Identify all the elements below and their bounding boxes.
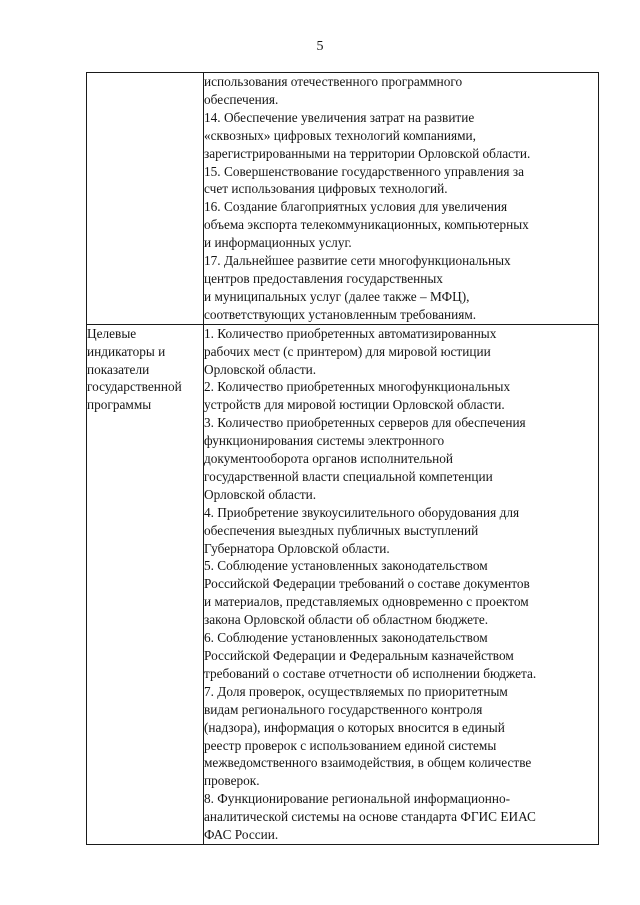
text-line: объема экспорта телекоммуникационных, компьютерных [204, 217, 529, 233]
text-line: государственной власти специальной компетенции [204, 468, 493, 484]
row-content-cell [204, 73, 599, 325]
text-line: 2. Количество приобретенных многофункциональных [204, 379, 511, 395]
row-content-cell [204, 324, 599, 844]
text-line: 8. Функционирование региональной информационно- [204, 791, 511, 807]
text-line: центров предоставления государственных [204, 270, 443, 286]
text-line: Орловской области. [204, 361, 317, 377]
text-line: требований о составе отчетности об исполнении бюджета. [204, 665, 537, 681]
text-line: 17. Дальнейшее развитие сети многофункциональных [204, 253, 511, 269]
text-line: и информационных услуг. [204, 235, 352, 251]
text-line: программы [87, 397, 152, 413]
text-line: 14. Обеспечение увеличения затрат на развитие [204, 109, 475, 125]
text-line: и материалов, представляемых одновременно с проектом [204, 594, 529, 610]
text-line: индикаторы и [87, 343, 166, 359]
text-line: межведомственного взаимодействия, в общем количестве [204, 755, 532, 771]
text-line: 6. Соблюдение установленных законодательством [204, 630, 488, 646]
text-line: соответствующих установленным требованиям. [204, 306, 477, 322]
text-line: счет использования цифровых технологий. [204, 181, 448, 197]
text-line: аналитической системы на основе стандарта ФГИС ЕИАС [204, 809, 536, 825]
row-label-cell [87, 73, 204, 325]
text-line: ФАС России. [204, 827, 279, 843]
text-line: 5. Соблюдение установленных законодательством [204, 558, 488, 574]
text-line: документооборота органов исполнительной [204, 451, 454, 467]
page-number: 5 [316, 39, 324, 54]
text-line: государственной [87, 379, 182, 395]
text-line: обеспечения выездных публичных выступлений [204, 522, 479, 538]
text-line: устройств для мировой юстиции Орловской области. [204, 397, 505, 413]
text-line: показатели [87, 361, 150, 377]
row-label-cell [87, 324, 204, 844]
text-line: видам регионального государственного контроля [204, 701, 483, 717]
text-line: проверок. [204, 773, 260, 789]
text-line: закона Орловской области об областном бюджете. [204, 612, 489, 628]
text-line: 7. Доля проверок, осуществляемых по приоритетным [204, 683, 508, 699]
table-row [87, 73, 599, 325]
text-line: и муниципальных услуг (далее также – МФЦ), [204, 288, 470, 304]
text-line: 15. Совершенствование государственного управления за [204, 163, 525, 179]
text-line: Губернатора Орловской области. [204, 540, 390, 556]
text-line: рабочих мест (с принтером) для мировой юстиции [204, 343, 491, 359]
text-line: реестр проверок с использованием единой системы [204, 737, 497, 753]
text-line: Целевые [87, 325, 137, 341]
text-line: 3. Количество приобретенных серверов для обеспечения [204, 415, 526, 431]
text-line: 4. Приобретение звукоусилительного оборудования для [204, 504, 520, 520]
table-row [87, 324, 599, 844]
text-line: «сквозных» цифровых технологий компаниями, [204, 127, 476, 143]
text-line: Орловской области. [204, 486, 317, 502]
text-line: 1. Количество приобретенных автоматизированных [204, 325, 497, 341]
text-line: Российской Федерации требований о составе документов [204, 576, 530, 592]
text-line: зарегистрированными на территории Орловской области. [204, 145, 531, 161]
text-line: (надзора), информация о которых вносится в единый [204, 719, 505, 735]
text-line: обеспечения. [204, 91, 279, 107]
text-line: функционирования системы электронного [204, 433, 445, 449]
program-passport-table [86, 72, 599, 845]
text-line: использования отечественного программного [204, 74, 463, 89]
text-line: Российской Федерации и Федеральным казначейством [204, 648, 514, 663]
text-line: 16. Создание благоприятных условия для увеличения [204, 199, 508, 215]
